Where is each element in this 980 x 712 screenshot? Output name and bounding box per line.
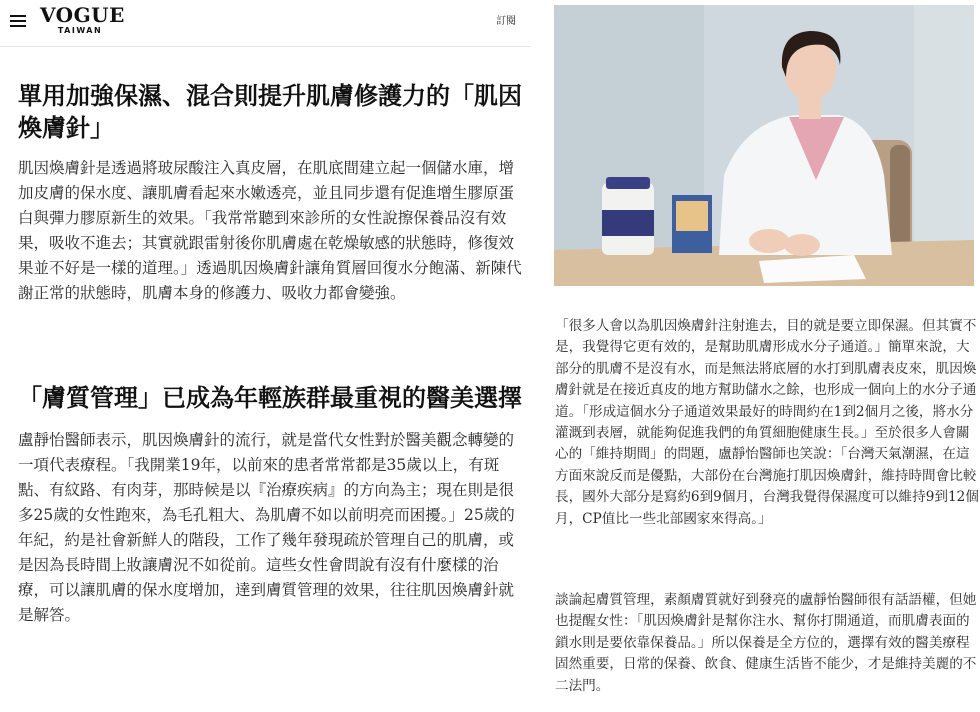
article-side-column bbox=[552, 0, 980, 712]
side-paragraph bbox=[555, 590, 979, 697]
site-header bbox=[0, 0, 530, 47]
paragraph-text: 談論起膚質管理，素顏膚質就好到發亮的盧靜怡醫師很有話語權，但她也提醒女性：「肌因煥膚針是幫你注水、幫你打開通道，而肌膚表面的鎖水則是要依靠保養品。」所以保養是全方位的，選擇有效的醫美療程固然重要，日常的保養、飲食、健康生活皆不能少，才是維持美麗的不二法門。 bbox=[555, 592, 977, 694]
side-paragraph bbox=[555, 316, 979, 530]
logo-edition: TAIWAN bbox=[57, 26, 103, 35]
doctor-portrait-photo bbox=[554, 5, 974, 286]
section-body: 盧靜怡醫師表示，肌因煥膚針的流行，就是當代女性對於醫美觀念轉變的一項代表療程。「我開業19年，以前來的患者常常都是35歲以上，有斑點、有紋路、有肉芽，那時候是以『治療疾病』的方向為主；現在則是很多25歲的女性跑來，為毛孔粗大、為肌膚不如以前明亮而困擾。」25歲的年紀，約是社會新鮮人的階段，工作了幾年發現疏於管理自己的肌膚，或是因為長時間上妝讓膚況不如從前。這些女性會問說有沒有什麼樣的治療，可以讓肌膚的保水度增加，達到膚質管理的效果，往往肌因煥膚針就是解答。 bbox=[18, 431, 515, 624]
article-section-skin-management bbox=[18, 382, 523, 628]
paragraph-text: 「很多人會以為肌因煥膚針注射進去，目的就是要立即保濕。但其實不是，我覺得它更有效的，是幫助肌膚形成水分子通道。」簡單來說，大部分的肌膚不是沒有水，而是無法將底層的水打到肌膚表皮來，肌因煥膚針就是在接近真皮的地方幫助儲水之餘，也形成一個向上的水分子通道。「形成這個水分子通道效果最好的時間約在1到2個月之後，將水分灌溉到表層，就能夠促進我們的角質細胞健康生長。」至於很多人會關心的「維持期間」的問題，盧靜怡醫師也笑說：「台灣天氣潮濕，在這方面來說反而是優點，大部份在台灣施打肌因煥膚針，維持時間會比較長，國外大部分是寫約6到9個月，台灣我覺得保濕度可以維持9到12個月，CP值比一些北部國家來得高。」 bbox=[555, 318, 979, 527]
hamburger-menu-icon[interactable] bbox=[10, 13, 26, 27]
section-body: 肌因煥膚針是透過將玻尿酸注入真皮層，在肌底間建立起一個儲水庫，增加皮膚的保水度、讓肌膚看起來水嫩透亮，並且同步還有促進增生膠原蛋白與彈力膠原新生的效果。「我常常聽到來診所的女性說擦保養品沒有效果，吸收不進去；其實就跟雷射後你肌膚處在乾燥敏感的狀態時，修復效果並不好是一樣的道理。」透過肌因煥膚針讓角質層回復水分飽滿、新陳代謝正常的狀態時，肌膚本身的修護力、吸收力都會變強。 bbox=[18, 159, 522, 302]
article-section-hydration bbox=[18, 80, 523, 306]
section-heading: 單用加強保濕、混合則提升肌膚修護力的「肌因煥膚針」 bbox=[18, 81, 522, 142]
vogue-taiwan-logo[interactable] bbox=[40, 3, 125, 36]
subscribe-link[interactable]: 訂閱 bbox=[496, 16, 516, 27]
logo-wordmark: VOGUE bbox=[40, 3, 125, 27]
section-heading: 「膚質管理」已成為年輕族群最重視的醫美選擇 bbox=[18, 383, 522, 412]
